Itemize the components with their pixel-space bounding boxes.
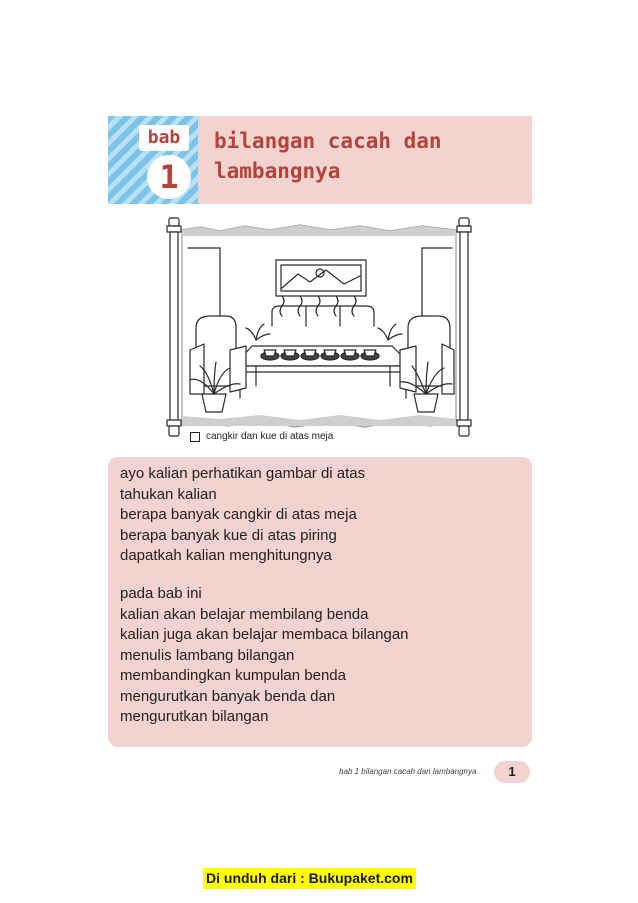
intro-line: kalian akan belajar membilang benda <box>120 605 369 623</box>
intro-line: kalian juga akan belajar membaca bilangan <box>120 626 409 643</box>
intro-line: tahukan kalian <box>120 485 217 503</box>
intro-line: dapatkah kalian menghitungnya <box>120 547 332 564</box>
chapter-title <box>214 126 514 186</box>
right-post <box>457 218 471 436</box>
left-post <box>167 218 181 436</box>
intro-line: ayo kalian perhatikan gambar di atas <box>120 465 366 482</box>
chapter-title-line-1: bilangan cacah dan <box>214 129 442 153</box>
chapter-title-line-2: lambangnya <box>214 159 341 183</box>
intro-line: membandingkan kumpulan benda <box>120 667 346 684</box>
intro-line: menulis lambang bilangan <box>120 646 295 664</box>
living-room-illustration <box>160 216 478 442</box>
chapter-header <box>108 116 532 204</box>
chapter-badge <box>108 116 198 204</box>
intro-paragraph-1 <box>120 464 365 567</box>
intro-box <box>108 457 532 747</box>
bab-label: bab <box>139 125 189 151</box>
intro-line: mengurutkan banyak benda dan <box>120 687 336 705</box>
intro-paragraph-2 <box>120 584 409 728</box>
intro-line: berapa banyak kue di atas piring <box>120 526 337 544</box>
chapter-number: 1 <box>147 155 191 199</box>
page-number: 1 <box>494 761 530 783</box>
download-source-note: Di unduh dari : Bukupaket.com <box>203 868 416 889</box>
intro-line: mengurutkan bilangan <box>120 708 269 725</box>
checkbox-bullet-icon <box>190 432 200 442</box>
intro-line: pada bab ini <box>120 585 202 602</box>
running-footer: bab 1 bilangan cacah dan lambangnya <box>339 767 477 776</box>
figure-caption <box>190 431 333 442</box>
intro-line: berapa banyak cangkir di atas meja <box>120 506 357 523</box>
figure-caption-text: cangkir dan kue di atas meja <box>206 431 334 442</box>
